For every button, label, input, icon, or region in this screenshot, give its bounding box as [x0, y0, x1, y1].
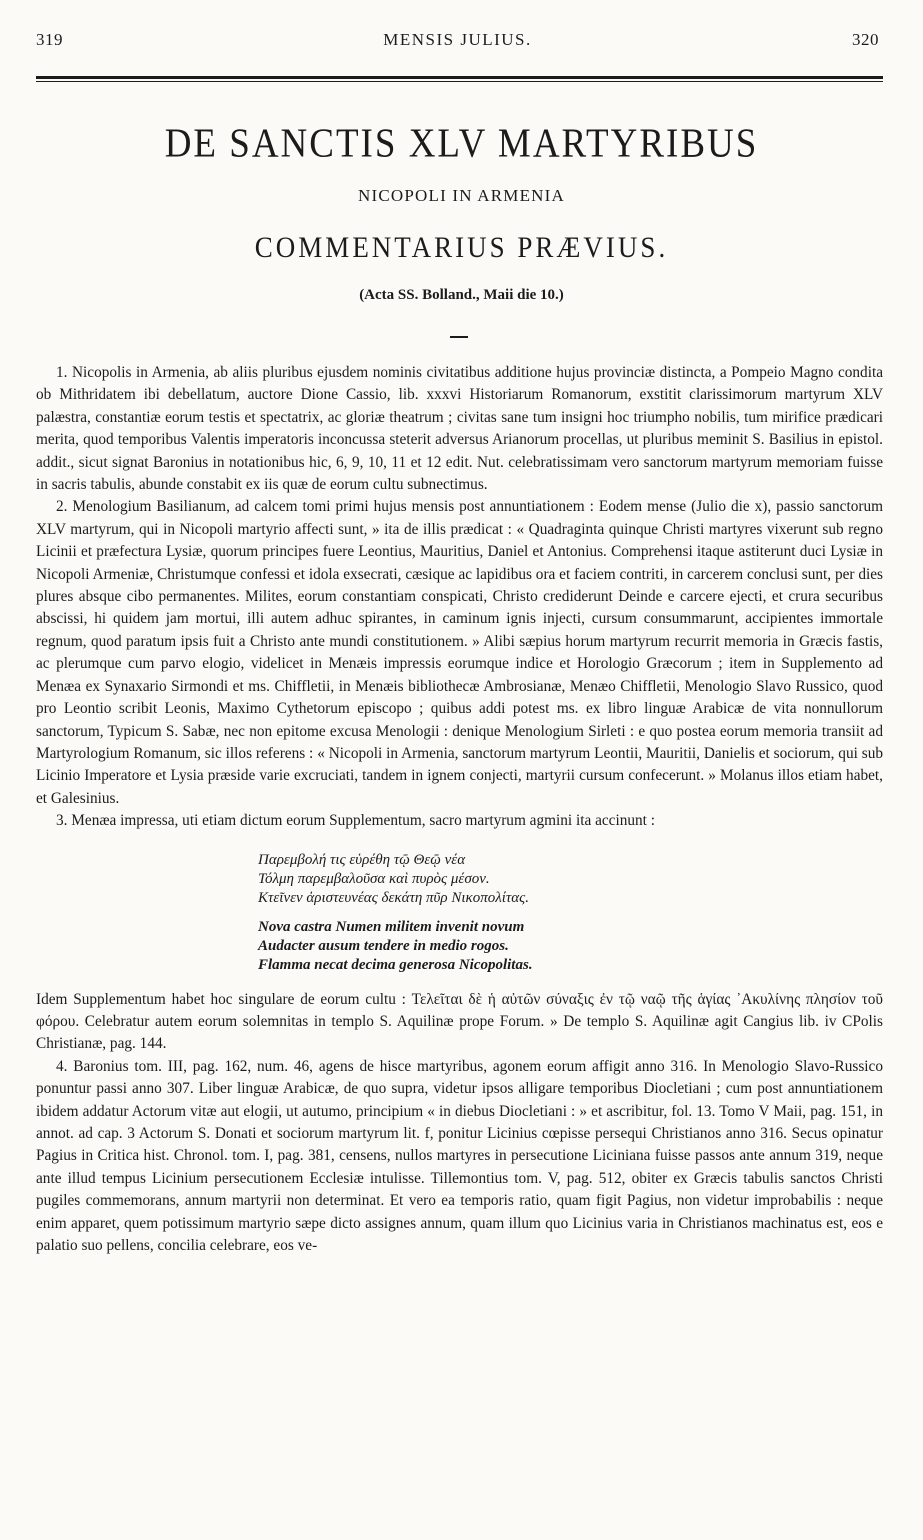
greek-verse-line: Τόλμη παρεμβαλοῦσα καὶ πυρὸς μέσον. — [258, 870, 490, 887]
paragraph-after-verses: Idem Supplementum habet hoc singulare de eorum cultu : Τελεῖται δὲ ἡ αὐτῶν σύναξις ἐν τῷ ναῷ τῆς ἁγίας ᾿Ακυλίνης πλησίον τοῦ φόρου. Celebratur autem eorum solemnitas in templo S. Aquilinæ prope Forum. » De templo S. Aquilinæ agit Cangius lib. iv CPolis Christianæ, pag. 144. — [36, 990, 883, 1053]
separator-dash — [450, 336, 468, 338]
latin-verses — [258, 918, 883, 975]
header-rule-thin — [36, 81, 883, 82]
subtitle: NICOPOLI IN ARMENIA — [358, 186, 565, 205]
body-text — [36, 362, 883, 1257]
running-header — [36, 30, 879, 54]
paragraph-3: 3. Menæa impressa, uti etiam dictum eorum Supplementum, sacro martyrum agmini ita accinunt : — [56, 812, 655, 830]
running-title: MENSIS JULIUS. — [383, 30, 532, 49]
verse-block — [36, 851, 883, 975]
latin-verse-line: Flamma necat decima generosa Nicopolitas. — [258, 956, 533, 973]
paragraph-4: 4. Baronius tom. III, pag. 162, num. 46, agens de hisce martyribus, agonem eorum affigit anno 316. In Menologio Slavo-Russico ponuntur passi anno 307. Liber linguæ Arabicæ, de quo supra, videtur ipsos alligare temporibus Diocletiani ; cum post annuntiationem ibidem addatur Actorum vitæ aut elogii, ut autumo, principium « in diebus Diocletiani : » et ascribitur, fol. 13. Tomo V Maii, pag. 151, in annot. ad cap. 3 Actorum S. Donati et sociorum martyrum lit. f, ponitur Licinius cœpisse persequi Christianos anno 316. Secus opinatur Pagius in Critica hist. Chronol. tom. I, pag. 381, censens, nullos martyres in persecutione Liciniana fuisse passos ante annum 319, neque ante illud tempus Licinium persecutionem Ecclesiæ intulisse. Tillemontius tom. V, pag. 512, obiter ex Græcis tabulis sanctos Christi pugiles commemorans, annum martyrii non determinat. Et vero ea temporis ratio, quam figit Pagius, non videtur improbabilis : neque enim apparet, quem potissimum martyrio sæpe dicto assignes annum, quam illum quo Licinius varia in Christianos machinatus est, eos e palatio suo pellens, concilia celebrare, eos ve- — [36, 1057, 883, 1254]
source-note: (Acta SS. Bolland., Maii die 10.) — [359, 287, 564, 303]
paragraph-2: 2. Menologium Basilianum, ad calcem tomi primi hujus mensis post annuntiationem : Eodem mense (Julio die x), passio sanctorum XLV martyrum, qui in Nicopoli martyrio affecti sunt, » ita de illis prædicat : « Quadraginta quinque Christi martyres vixerunt sub regno Licinii et præfectura Lysiæ, quorum principes fuere Leontius, Mauritius, Daniel et Antonius. Comprehensi itaque astiterunt duci Lysiæ in Nicopoli Armeniæ, Christumque confessi et idola exsecrati, cæsique ac lapidibus ora et faciem contriti, in carcerem conclusi sunt, per dies plures absque cibo permanentes. Milites, eorum constantiam conspicati, Christo crediderunt Deinde e carcere ejecti, et crura securibus abscissi, hi quidem jam mortui, illi autem adhuc spirantes, in caminum ignis injecti, cursum consummarunt, accipientes immortale regnum, quod paratum ipsis fuit a Christo ante mundi constitutionem. » Alibi sæpius horum martyrum recurrit memoria in Græcis fastis, ac plerumque cum parvo elogio, videlicet in Menæis impressis eorumque indice et Horologio Græcorum ; item in Supplemento ad Menæa ex Synaxario Sirmondi et ms. Chiffletii, in Menæis bibliothecæ Ambrosianæ, Menæo Chiffletii, Menologio Slavo Russico, quod pro Leontio scribit Leonis, Maximo Cythetorum episcopo ; quibus addi potest ms. ex libro linguæ Arabicæ de vita nonnullorum sanctorum, Typicum S. Sabæ, nec non epitome excusa Menologii : denique Menologium Sirleti : e quo postea eorum memoria transiit ad Martyrologium Romanum, sic illos referens : « Nicopoli in Armenia, sanctorum martyrum Leontii, Mauritii, Danielis et sociorum, qui sub Licinio Imperatore et Lysia præside varie excruciati, tandem in ignem conjecti, martyrii cursum confecerunt. » Molanus illos etiam habet, et Galesinius. — [36, 498, 883, 807]
latin-verse-line: Nova castra Numen militem invenit novum — [258, 918, 525, 935]
paragraph-1: 1. Nicopolis in Armenia, ab aliis pluribus ejusdem nominis civitatibus additione hujus provinciæ distincta, a Pompeio Magno condita ob Mithridatem ibi debellatum, auctore Dione Cassio, lib. xxxvi Historiarum Romanorum, exstitit clarissimorum martyrum XLV palæstra, constantiæ eorum testis et spectatrix, ac gloriæ theatrum ; civitas sane tum insigni hoc triumpho nobilis, tum mirifice prædicari merita, quod temporibus Valentis imperatoris inconcussa steterit adversus Arianorum procellas, ut pluribus meminit S. Basilius in epistol. addit., sicut signat Baronius in notationibus hic, 6, 9, 10, 11 et 12 edit. Nut. celebratissimam vero sanctorum martyrum memoriam fuisse in sacris tabulis, abunde constabit ex iis quæ de eorum cultu subnectimus. — [36, 364, 883, 494]
section-title: COMMENTARIUS PRÆVIUS. — [254, 230, 669, 264]
header-rule-thick — [36, 76, 883, 79]
greek-verse-line: Παρεμβολή τις εὑρέθη τῷ Θεῷ νέα — [258, 851, 466, 868]
page-number-right: 320 — [852, 30, 879, 49]
main-title: DE SANCTIS XLV MARTYRIBUS — [164, 120, 759, 167]
greek-verses — [258, 851, 883, 908]
latin-verse-line: Audacter ausum tendere in medio rogos. — [258, 937, 509, 954]
greek-verse-line: Κτεῖνεν ἀριστευνέας δεκάτη πῦρ Νικοπολίτας. — [258, 889, 530, 906]
page-number-left: 319 — [36, 30, 63, 49]
